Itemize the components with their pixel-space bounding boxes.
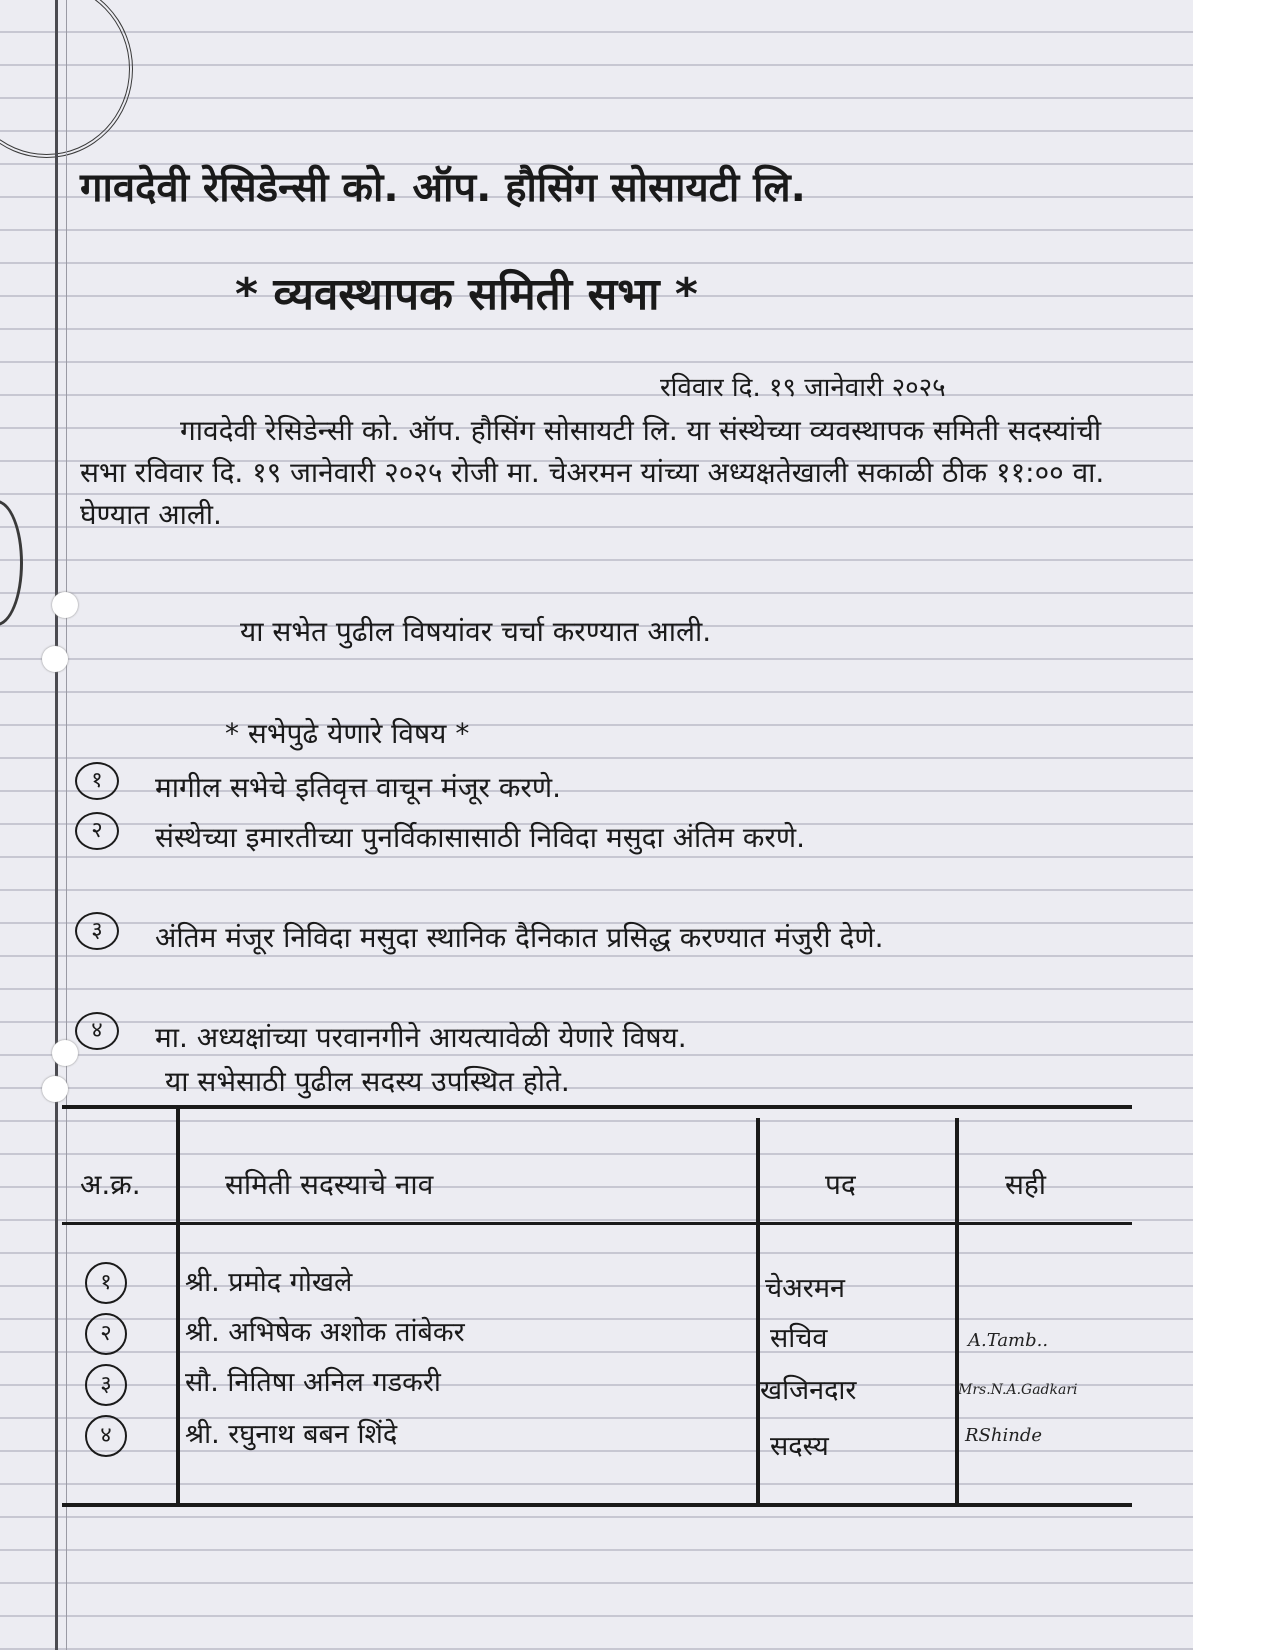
row-number: १ [85, 1262, 127, 1304]
punch-hole [42, 1076, 68, 1102]
meeting-paragraph: गावदेवी रेसिडेन्सी को. ऑप. हौसिंग सोसायटी लि. या संस्थेच्या व्यवस्थापक समिती सदस्यांची सभा रविवार दि. १९ जानेवारी २०२५ रोजी मा. चेअरमन यांच्या अध्यक्षतेखाली सकाळी ठीक ११:०० वा. घेण्यात आली. [80, 414, 1105, 531]
table-column-divider [756, 1118, 760, 1506]
margin-line-secondary [66, 0, 67, 1650]
agenda-number: ४ [75, 1012, 119, 1050]
member-post: चेअरमन [765, 1273, 845, 1304]
row-number: ४ [85, 1415, 127, 1457]
agenda-text: अंतिम मंजूर निविदा मसुदा स्थानिक दैनिकात प्रसिद्ध करण्यात मंजुरी देणे. [155, 921, 884, 954]
member-post: सचिव [770, 1323, 828, 1354]
table-top-border [62, 1105, 1132, 1109]
member-name: सौ. नितिषा अनिल गडकरी [185, 1367, 441, 1398]
agenda-number: १ [75, 762, 119, 800]
agenda-number: ३ [75, 912, 119, 950]
meeting-date: रविवार दि. १९ जानेवारी २०२५ [660, 373, 946, 403]
row-number: २ [85, 1313, 127, 1355]
margin-line [55, 0, 58, 1650]
attendance-intro: या सभेसाठी पुढील सदस्य उपस्थित होते. [165, 1065, 570, 1098]
header-post: पद [825, 1168, 856, 1201]
agenda-heading: * सभेपुढे येणारे विषय * [225, 717, 470, 750]
member-name: श्री. अभिषेक अशोक तांबेकर [185, 1317, 465, 1348]
stamp-fragment [0, 500, 23, 626]
punch-hole [52, 1040, 78, 1066]
table-column-divider [176, 1108, 180, 1506]
member-signature: Mrs.N.A.Gadkari [958, 1382, 1078, 1398]
member-name: श्री. रघुनाथ बबन शिंदे [185, 1419, 398, 1450]
header-signature: सही [1005, 1168, 1047, 1201]
punch-hole [42, 646, 68, 672]
member-post: खजिनदार [760, 1375, 857, 1406]
agenda-text: मागील सभेचे इतिवृत्त वाचून मंजूर करणे. [155, 771, 561, 804]
header-member-name: समिती सदस्याचे नाव [225, 1168, 434, 1201]
punch-hole [52, 592, 78, 618]
meeting-title: * व्यवस्थापक समिती सभा * [235, 269, 698, 320]
member-signature: A.Tamb.. [968, 1330, 1049, 1351]
agenda-text: संस्थेच्या इमारतीच्या पुनर्विकासासाठी निविदा मसुदा अंतिम करणे. [155, 821, 805, 854]
member-post: सदस्य [770, 1431, 829, 1462]
agenda-text: मा. अध्यक्षांच्या परवानगीने आयत्यावेळी येणारे विषय. [155, 1021, 687, 1054]
table-header-divider [62, 1222, 1132, 1225]
row-number: ३ [85, 1364, 127, 1406]
table-bottom-border [62, 1503, 1132, 1507]
society-name: गावदेवी रेसिडेन्सी को. ऑप. हौसिंग सोसायटी लि. [80, 165, 806, 211]
agenda-number: २ [75, 812, 119, 850]
header-sr-no: अ.क्र. [80, 1168, 141, 1201]
discussion-intro: या सभेत पुढील विषयांवर चर्चा करण्यात आली. [240, 615, 712, 648]
member-signature: RShinde [965, 1425, 1043, 1446]
member-name: श्री. प्रमोद गोखले [185, 1267, 353, 1298]
table-column-divider [955, 1118, 959, 1506]
